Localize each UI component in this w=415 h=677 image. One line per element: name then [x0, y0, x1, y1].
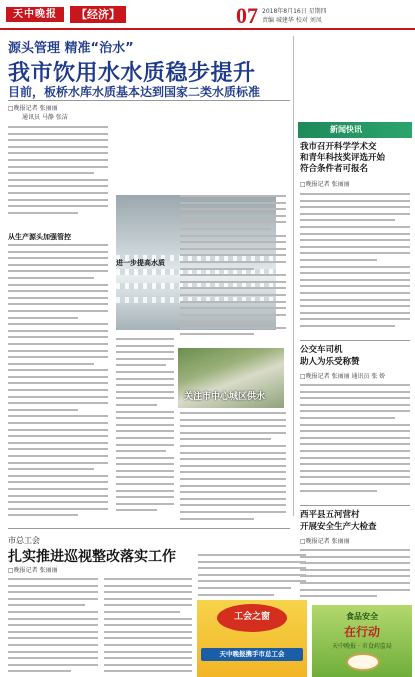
article-text-col1b	[8, 244, 108, 522]
article-byline: □晚报记者 张丽丽	[8, 105, 58, 112]
section-heading-1: 从生产源头加强管控	[8, 233, 71, 241]
bottom-text-col2	[104, 578, 192, 676]
article-subhead: 目前，板桥水库水质基本达到国家二类水质标准	[8, 85, 261, 99]
article-byline-2: 通讯员 马静 张洁	[22, 114, 68, 121]
story3-title-line2: 开展安全生产大检查	[300, 522, 377, 532]
bottom-kicker: 市总工会	[8, 536, 40, 545]
union-bar-text: 天中晚报携手市总工会	[219, 650, 285, 658]
article-kicker: 源头管理 精准“治水”	[8, 41, 134, 56]
story1-title-line2: 和青年科技奖评选开始	[300, 153, 386, 163]
issue-date: 2018年8月16日 星期四	[262, 8, 327, 15]
article-text-col3a	[180, 195, 286, 343]
article-text-col2a	[116, 338, 174, 522]
section-tag: 【经济】	[70, 6, 126, 23]
union-badge-text: 工会之窗	[233, 612, 270, 622]
photo-caption: 关注市中心城区供水	[184, 392, 266, 402]
article-text-col3b	[180, 412, 286, 522]
masthead	[0, 0, 415, 30]
article-headline: 我市饮用水水质稳步提升	[8, 61, 256, 86]
column-divider	[293, 36, 294, 516]
bottom-text-col3	[198, 554, 306, 598]
food-ad-line3: 天中晚报 · 市食药监局	[332, 643, 392, 650]
food-ad-line2: 在行动	[343, 625, 380, 639]
story3-text	[300, 549, 410, 601]
section-heading-2: 进一步提高水质	[116, 259, 165, 267]
issue-info	[262, 7, 327, 25]
page-number: 07	[236, 3, 258, 28]
food-safety-ad	[312, 605, 412, 677]
story1-byline: □晚报记者 张丽丽	[300, 181, 350, 188]
bottom-text-col1	[8, 578, 98, 676]
news-banner-label: 新闻快讯	[330, 125, 362, 134]
story2-title-line1: 公交车司机	[300, 345, 343, 355]
food-ad-line1: 食品安全	[346, 612, 378, 621]
union-promo-ad	[197, 600, 307, 677]
story2-title-line2: 助人为乐受称赞	[300, 357, 360, 367]
divider	[300, 340, 410, 341]
story3-byline: □晚报记者 张丽丽	[300, 538, 350, 545]
story1-text	[300, 193, 410, 335]
story1-title-line1: 我市召开科学学术交	[300, 142, 377, 152]
divider	[300, 505, 410, 506]
bottom-byline: □晚报记者 张丽丽	[8, 567, 58, 574]
story1-title-line3: 符合条件者可报名	[300, 164, 369, 174]
story2-text	[300, 384, 410, 502]
issue-editors: 责编 城建华 校对 刘凤	[262, 17, 322, 24]
paper-logo: 天中晚报	[6, 7, 64, 22]
story2-byline: □晚报记者 张丽丽 通讯员 张 娇	[300, 373, 386, 380]
article-text-col1a	[8, 126, 108, 222]
plate-icon	[346, 653, 380, 671]
story3-title-line1: 西平县五河营村	[300, 510, 360, 520]
divider	[8, 528, 290, 529]
bottom-headline: 扎实推进巡视整改落实工作	[8, 549, 176, 565]
divider	[8, 100, 290, 101]
